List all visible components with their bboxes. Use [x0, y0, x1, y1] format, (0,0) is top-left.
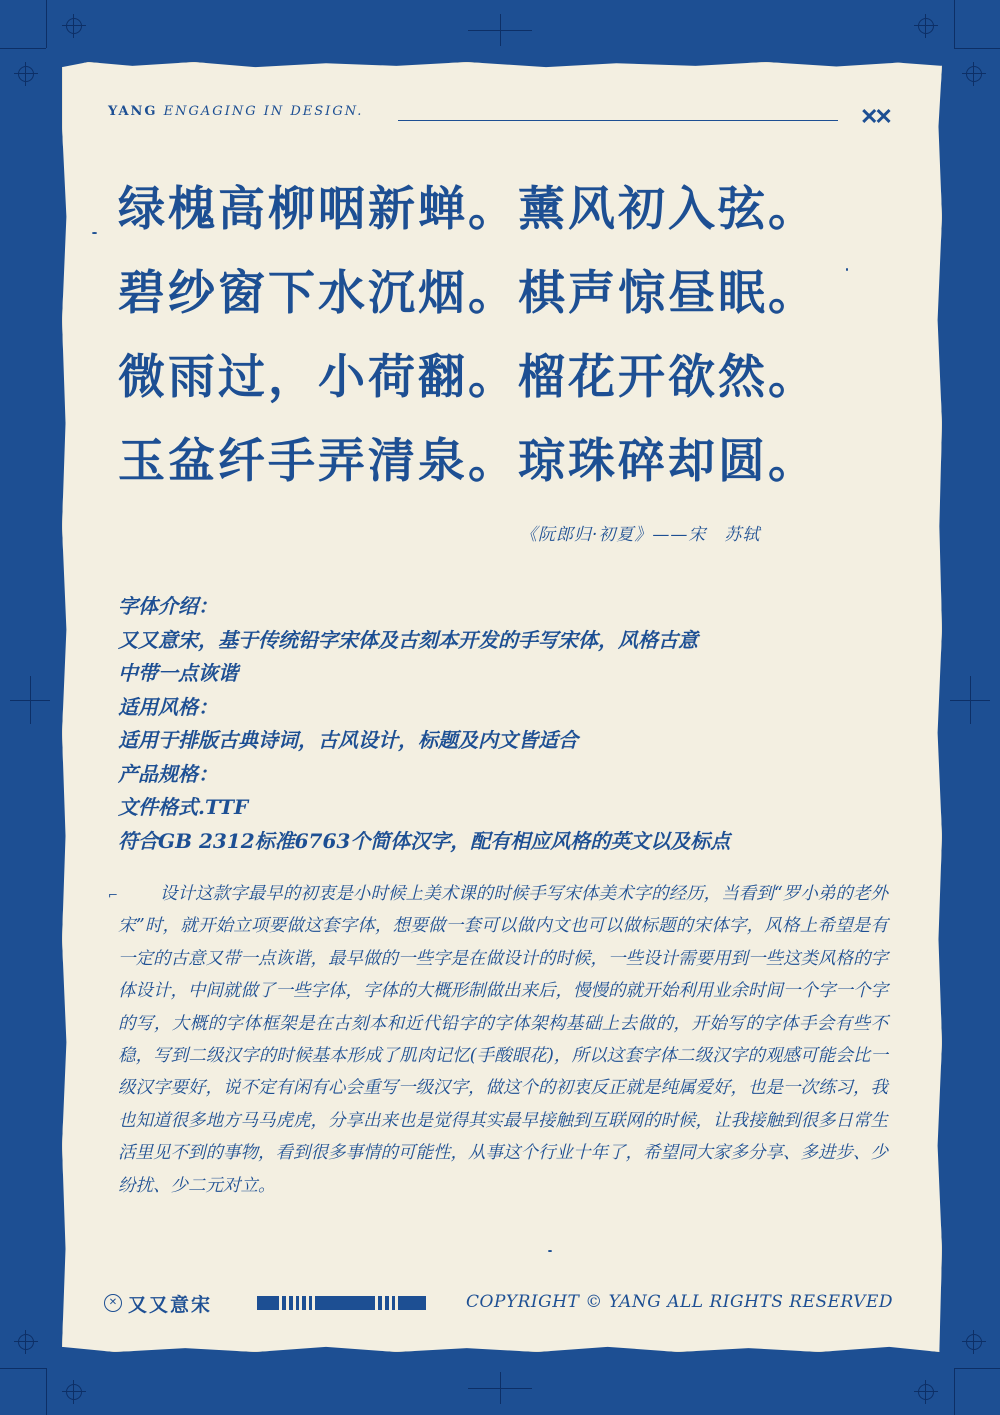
registration-crosshair-icon: [918, 18, 934, 34]
corner-mark: [0, 48, 46, 49]
x-circle-logo-icon: ✕: [104, 1294, 122, 1312]
ink-speck: [846, 268, 848, 271]
font-info: [118, 590, 898, 858]
header-rule: [398, 120, 838, 121]
info-text: 中带一点诙谐: [118, 661, 238, 685]
poem-line: 玉盆纤手弄清泉。琼珠碎却圆。: [118, 434, 818, 489]
side-mark: [970, 676, 971, 724]
poem-block: [118, 168, 908, 504]
corner-mark: [954, 1368, 1000, 1369]
registration-crosshair-icon: [18, 1334, 34, 1350]
header-slogan: ENGAGING IN DESIGN.: [163, 104, 364, 119]
registration-crosshair-icon: [966, 66, 982, 82]
corner-mark: [0, 1368, 46, 1369]
copyright-notice: COPYRIGHT © YANG ALL RIGHTS RESERVED: [466, 1292, 894, 1312]
paragraph-mark-icon: ⌐: [108, 888, 119, 902]
corner-mark: [46, 1368, 47, 1415]
poem-attribution: 《阮郎归·初夏》——宋 苏轼: [520, 525, 761, 545]
header-brand: YANG: [108, 104, 158, 119]
poem-line: 微雨过，小荷翻。榴花开欲然。: [118, 350, 818, 405]
info-text: 文件格式.TTF: [118, 795, 249, 819]
info-heading: 字体介绍：: [118, 594, 218, 618]
poem-line: 碧纱窗下水沉烟。棋声惊昼眠。: [118, 266, 818, 321]
page-footer: [104, 1290, 904, 1320]
center-mark: [500, 1372, 501, 1404]
side-mark: [30, 676, 31, 724]
page-header: [108, 104, 898, 130]
poem-line: 绿槐高柳咽新蝉。薰风初入弦。: [118, 182, 818, 237]
center-mark: [500, 14, 501, 46]
registration-crosshair-icon: [66, 18, 82, 34]
corner-mark: [954, 48, 1000, 49]
corner-mark: [954, 0, 955, 48]
registration-crosshair-icon: [18, 66, 34, 82]
registration-crosshair-icon: [66, 1384, 82, 1400]
corner-mark: [954, 1368, 955, 1415]
registration-crosshair-icon: [918, 1384, 934, 1400]
footer-brand: 又又意宋: [128, 1294, 213, 1316]
ink-speck: [548, 1250, 552, 1252]
info-text: 又又意宋，基于传统铅字宋体及古刻本开发的手写宋体，风格古意: [118, 627, 698, 652]
registration-crosshair-icon: [966, 1334, 982, 1350]
info-heading: 适用风格：: [118, 694, 218, 719]
ink-speck: [92, 232, 97, 234]
corner-mark: [46, 0, 47, 48]
info-text: 适用于排版古典诗词，古风设计，标题及内文皆适合: [118, 728, 578, 752]
cross-logo-icon: ✕✕: [860, 104, 889, 130]
header-tagline: [108, 104, 363, 119]
info-heading: 产品规格：: [118, 761, 218, 786]
design-story-paragraph: 设计这款字最早的初衷是小时候上美术课的时候手写宋体美术字的经历，当看到“罗小弟的老外宋”时，就开始立项要做这套字体，想要做一套可以做内文也可以做标题的宋体字，风格上希望是有一定的古意又带一点诙谐，最早做的一些字是在做设计的时候，一些设计需要用到一些这类风格的字体设计，中间就做了一些字体，字体的大概形制做出来后，慢慢的就开始利用业余时间一个字一个字的写，大概的字体框架是在古刻本和近代铅字的字体架构基础上去做的，开始写的字体手会有些不稳，写到二级汉字的时候基本形成了肌肉记忆(手酸眼花)，所以这套字体二级汉字的观感可能会比一级汉字要好，说不定有闲有心会重写一级汉字，做这个的初衷反正就是纯属爱好，也是一次练习，我也知道很多地方马马虎虎，分享出来也是觉得其实最早接触到互联网的时候，让我接触到很多日常生活里见不到的事物，看到很多事情的可能性，从事这个行业十年了，希望同大家多分享、多进步、少纷扰、少二元对立。: [118, 884, 888, 1196]
info-text: 符合GB 2312标准6763个简体汉字，配有相应风格的英文以及标点: [118, 828, 731, 853]
